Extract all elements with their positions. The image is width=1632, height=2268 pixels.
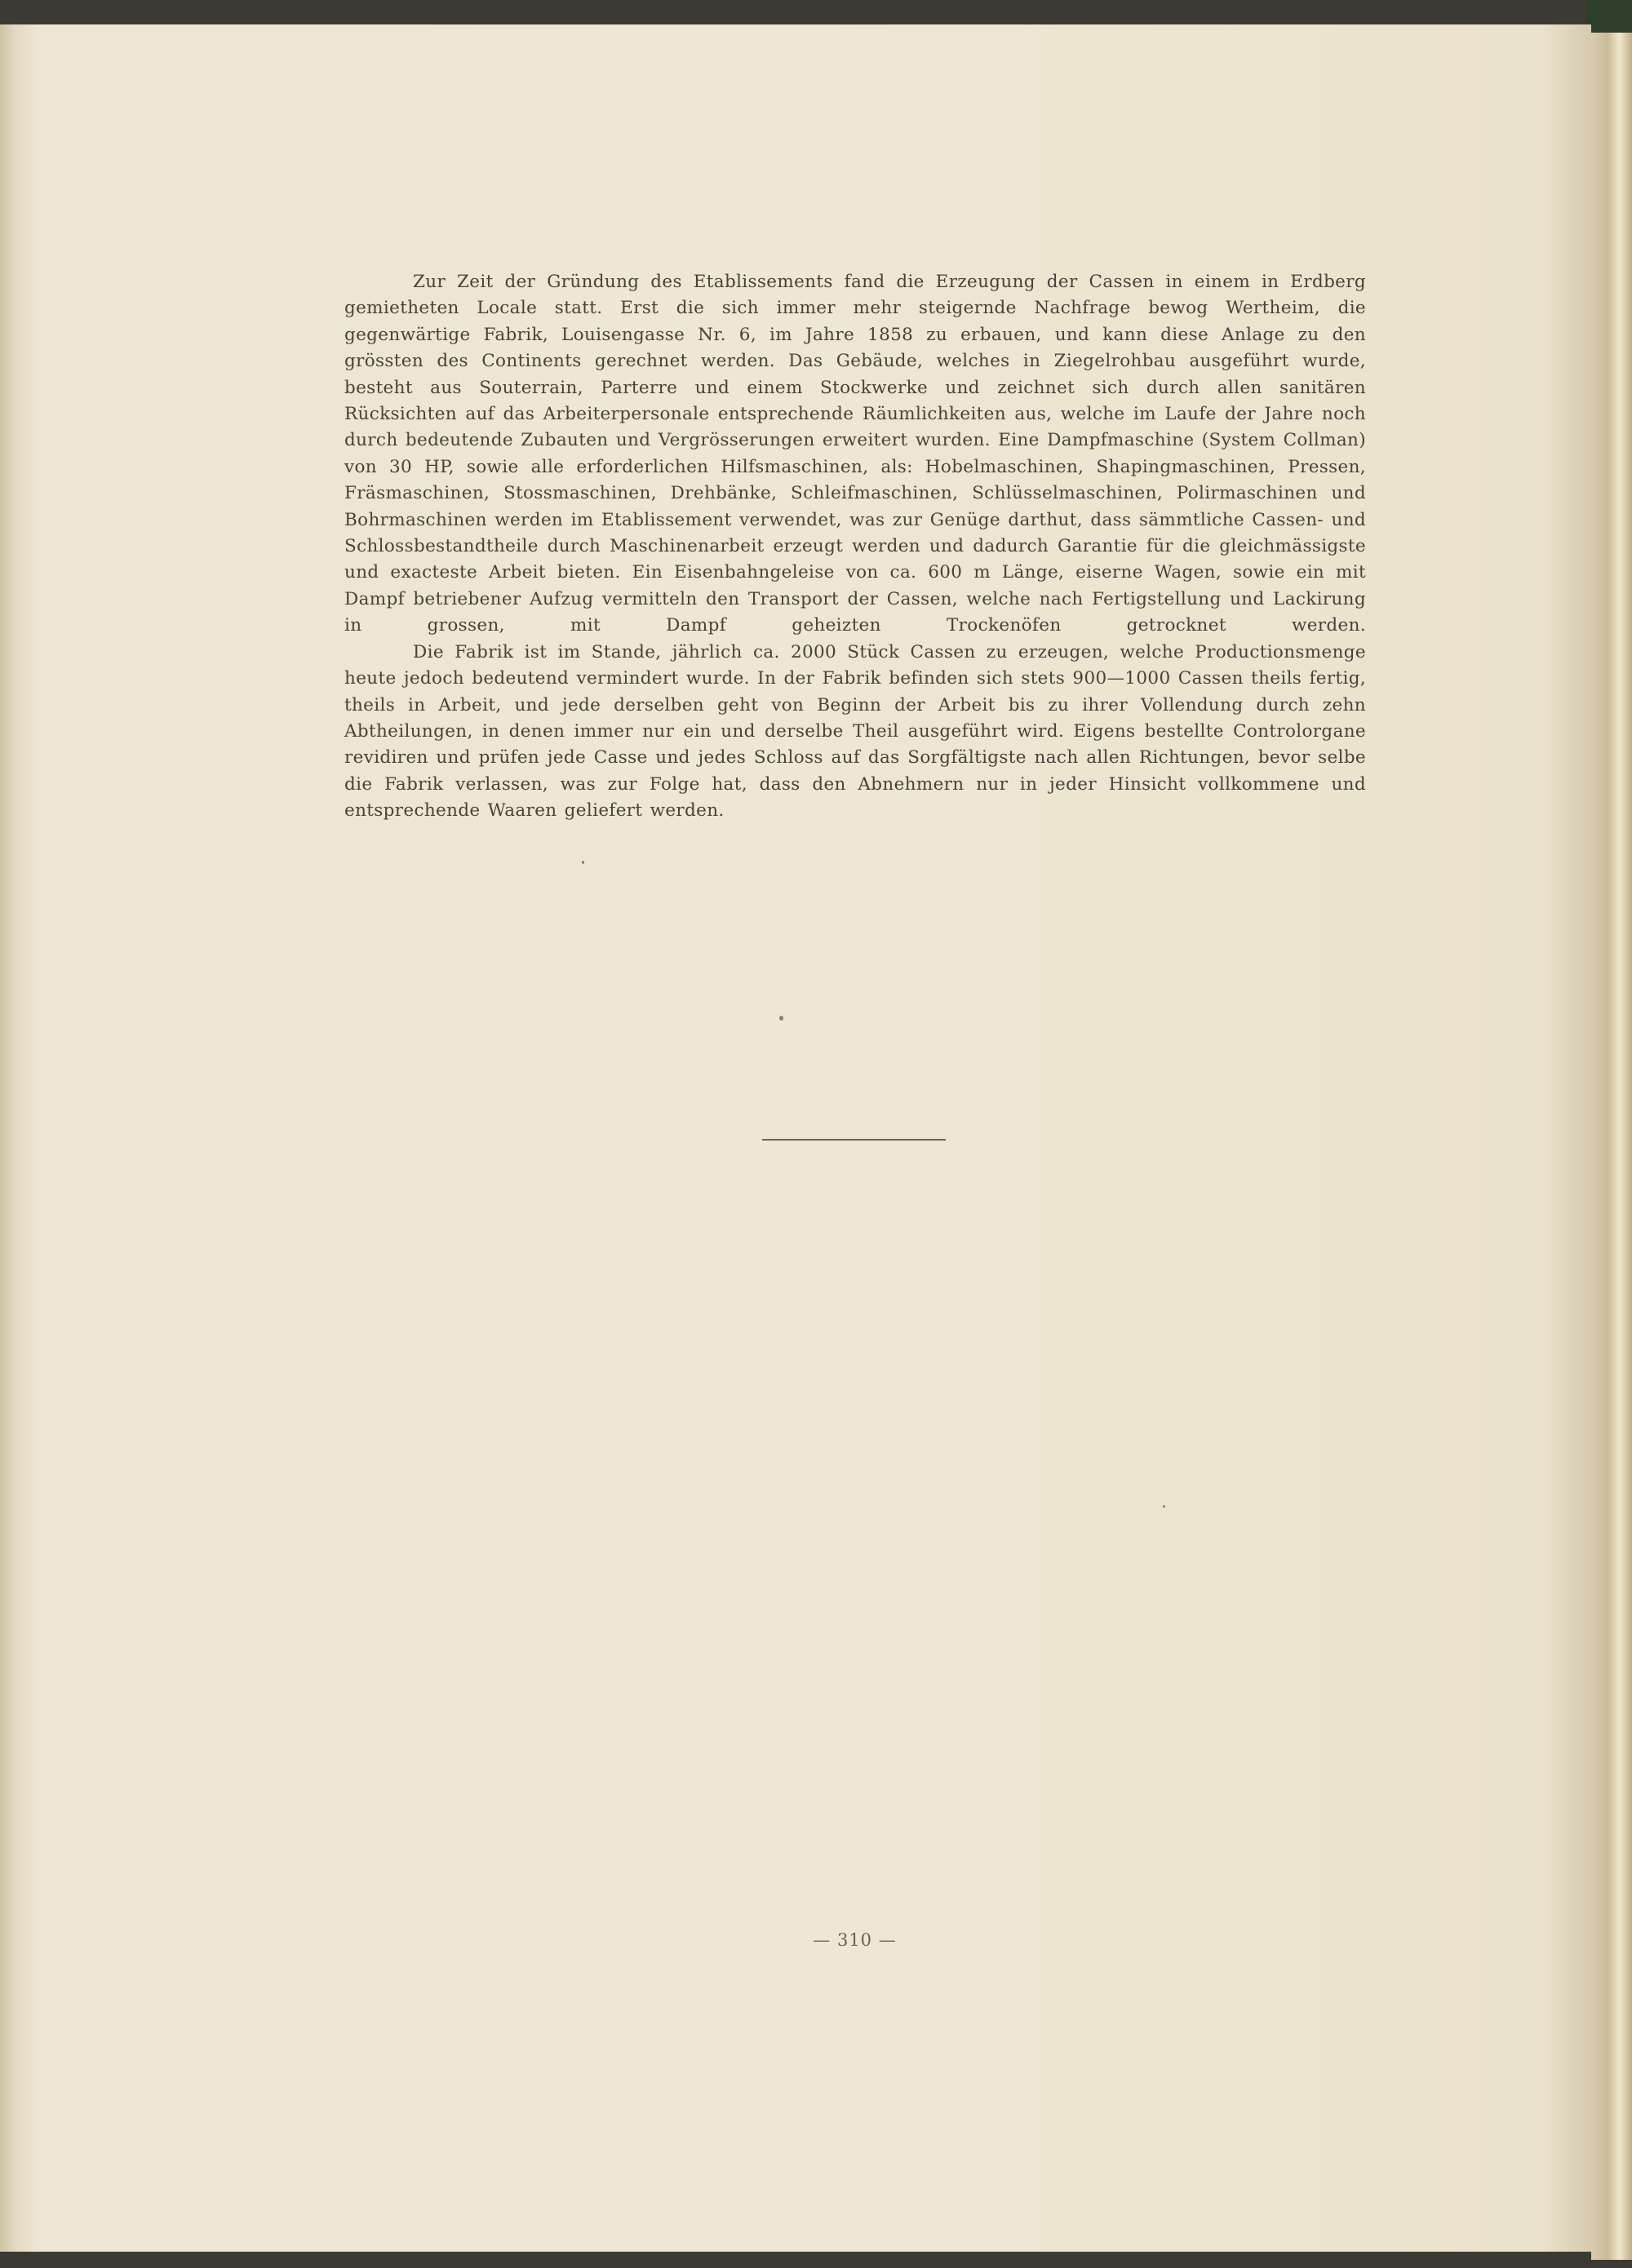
- page-left-edge: [0, 24, 29, 2252]
- section-separator: [762, 1139, 946, 1141]
- paper-speck: [1163, 1505, 1165, 1508]
- paragraph-2: Die Fabrik ist im Stande, jährlich ca. 2000 Stück Cassen zu erzeugen, welche Productionsmenge heute jedoch bedeutend vermindert wurde. In der Fabrik befinden sich stets 900—1000 Cassen theils fertig, theils in Arbeit, und jede derselben geht von Beginn der Arbeit bis zu ihrer Vollendung durch zehn Abtheilungen, in denen immer nur ein und derselbe Theil ausgeführt wird. Eigens bestellte Controlorgane revidiren und prüfen jede Casse und jedes Schloss auf das Sorgfältigste nach allen Richtungen, bevor selbe die Fabrik verlassen, was zur Folge hat, dass den Abnehmern nur in jeder Hinsicht vollkommene und entsprechende Waaren geliefert werden.: [344, 641, 1366, 822]
- paper-speck: [582, 861, 584, 864]
- page-right-edge: [1591, 33, 1632, 2260]
- paragraph-1: Zur Zeit der Gründung des Etablissements fand die Erzeugung der Cassen in einem in Erdberg gemietheten Locale statt. Erst die sich immer mehr steigernde Nachfrage bewog Wertheim, die gegenwärtige Fabrik, Louisengasse Nr. 6, im Jahre 1858 zu erbauen, und kann diese Anlage zu den grössten des Continents gerechnet werden. Das Gebäude, welches in Ziegelrohbau ausgeführt wurde, besteht aus Souterrain, Parterre und einem Stockwerke und zeichnet sich durch allen sanitären Rücksichten auf das Arbeiterpersonale entsprechende Räumlichkeiten aus, welche im Laufe der Jahre noch durch bedeutende Zubauten und Vergrösserungen erweitert wurden. Eine Dampfmaschine (System Collman) von 30 HP, sowie alle erforderlichen Hilfsmaschinen, als: Hobelmaschinen, Shapingmaschinen, Pressen, Fräsmaschinen, Stossmaschinen, Drehbänke, Schleifmaschinen, Schlüsselmaschinen, Polirmaschinen und Bohrmaschinen werden im Etablissement verwendet, was zur Genüge darthut, dass sämmtliche Cassen- und Schlossbestandtheile durch Maschinenarbeit erzeugt werden und dadurch Garantie für die gleichmässigste und exacteste Arbeit bieten. Ein Eisenbahngeleise von ca. 600 m Länge, eiserne Wagen, sowie ein mit Dampf betriebener Aufzug vermitteln den Transport der Cassen, welche nach Fertigstellung und Lackirung in grossen, mit Dampf geheizten Trockenöfen getrocknet werden.: [344, 272, 1366, 636]
- body-text: [344, 269, 1366, 825]
- page-number: — 310 —: [813, 1930, 897, 1950]
- paper-speck: [779, 1016, 783, 1021]
